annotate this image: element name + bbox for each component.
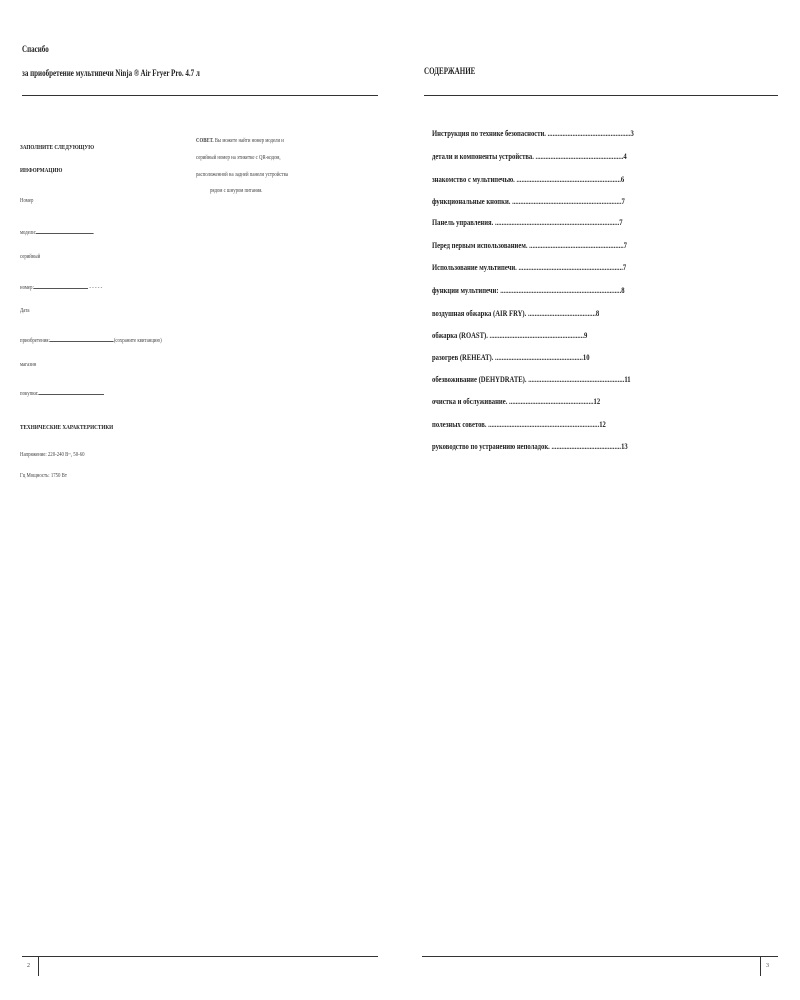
serial-label-2: номер: [20, 285, 34, 291]
toc-entry[interactable] [432, 174, 624, 184]
toc-entry[interactable] [432, 396, 600, 406]
toc-page: 12 [593, 396, 601, 406]
spec-voltage: Напряжение: 220-240 В~, 50-60 [20, 452, 85, 458]
store-field[interactable] [38, 389, 104, 395]
toc-title: Панель управления. ........................................................................... [432, 217, 620, 227]
toc-page: 7 [623, 240, 627, 250]
toc-page: 6 [620, 174, 625, 184]
purchase-date-field[interactable] [50, 336, 114, 342]
toc-page: 8 [595, 308, 600, 318]
tip-text-1: Вы можете найти номер модели и [214, 138, 284, 144]
thanks-subheading: за приобретение мультипечи Ninja ® Air Fryer Pro. 4.7 л [22, 68, 200, 78]
toc-title: руководство по устранению неполадок. .......................................... [432, 441, 622, 451]
toc-page: 4 [623, 151, 627, 161]
toc-title: Перед первым использованием. ......................................................... [432, 240, 624, 250]
serial-dashes: - - - - - [89, 285, 103, 291]
toc-page: 7 [622, 262, 627, 272]
tip-line-2: серийный номер на этикетке с QR-кодом, [196, 155, 281, 161]
toc-title: обжарка (ROAST). ......................................................... [432, 330, 585, 340]
left-footer-rule [22, 956, 378, 957]
toc-entry[interactable] [432, 285, 625, 295]
right-footer-divider [760, 956, 761, 976]
store-label-1: магазин [20, 362, 37, 368]
right-footer-rule [422, 956, 778, 957]
toc-entry[interactable] [432, 374, 631, 384]
model-number-field[interactable] [36, 228, 94, 234]
toc-page: 13 [621, 441, 628, 451]
toc-entry[interactable] [432, 330, 587, 340]
spec-power: Гц Мощность: 1750 Вт [20, 473, 67, 479]
toc-title: воздушная обжарка (AIR FRY). ......................................... [432, 308, 596, 318]
toc-page: 7 [621, 196, 625, 206]
toc-page: 7 [619, 217, 623, 227]
toc-entry[interactable] [432, 151, 627, 161]
toc-entry[interactable] [432, 352, 590, 362]
toc-entry[interactable] [432, 262, 626, 272]
toc-entry[interactable] [432, 419, 606, 429]
model-label-1: Номер [20, 198, 34, 204]
form-heading-line2: ИНФОРМАЦИЮ [20, 167, 63, 174]
left-header-rule [22, 95, 378, 96]
store-label-2: покупки: [20, 391, 39, 397]
form-heading-line1: ЗАПОЛНИТЕ СЛЕДУЮЩУЮ [20, 144, 95, 151]
toc-entry[interactable] [432, 217, 623, 227]
toc-entry[interactable] [432, 240, 627, 250]
contents-title: СОДЕРЖАНИЕ [424, 66, 476, 76]
toc-entry[interactable] [432, 441, 628, 451]
toc-page: 8 [621, 285, 625, 295]
thanks-heading: Спасибо [22, 44, 49, 54]
page-number-right: 3 [766, 963, 769, 969]
toc-page: 9 [584, 330, 588, 340]
date-label-2: приобретения: [20, 338, 50, 344]
toc-title: функциональные кнопки. .................................................................. [432, 196, 622, 206]
date-label-1: Дата [20, 308, 30, 314]
toc-page: 11 [624, 374, 631, 384]
tip-line-3: расположенной на задней панели устройства [196, 172, 288, 178]
right-header-rule [424, 95, 778, 96]
left-footer-divider [38, 956, 39, 976]
store-field-row [20, 389, 104, 397]
date-field-row [20, 336, 162, 344]
serial-field-row [20, 283, 102, 291]
toc-entry[interactable] [432, 308, 599, 318]
serial-number-field[interactable] [34, 283, 88, 289]
toc-title: полезных советов. ................................................................... [432, 419, 600, 429]
toc-title: разогрев (REHEAT). ..................................................... [432, 352, 583, 362]
toc-entry[interactable] [432, 196, 625, 206]
model-field-row [20, 228, 94, 236]
serial-label-1: серийный [20, 254, 41, 260]
toc-title: Использование мультипечи. ............................................................... [432, 262, 623, 272]
tip-line-4: рядом с шнуром питания. [210, 188, 263, 194]
tip-bold: СОВЕТ. [196, 138, 214, 144]
toc-title: Инструкция по технике безопасности. .................................................. [432, 128, 631, 138]
specs-heading: ТЕХНИЧЕСКИЕ ХАРАКТЕРИСТИКИ [20, 424, 114, 431]
toc-entry[interactable] [432, 128, 634, 138]
toc-title: обезвоживание (DEHYDRATE). .......................................................... [432, 374, 625, 384]
toc-page: 3 [630, 128, 634, 138]
toc-title: детали и компоненты устройства. ..................................................... [432, 151, 624, 161]
toc-title: знакомство с мультипечью. ............................................................... [432, 174, 621, 184]
model-label-2: модели: [20, 230, 37, 236]
tip-line-1 [196, 138, 284, 144]
date-note: (сохраните квитанцию) [113, 338, 162, 344]
toc-title: очистка и обслуживание. ................................................... [432, 396, 594, 406]
page-number-left: 2 [27, 963, 30, 969]
toc-title: функции мультипечи: ......................................................................... [432, 285, 622, 295]
toc-page: 10 [582, 352, 590, 362]
toc-page: 12 [599, 419, 606, 429]
